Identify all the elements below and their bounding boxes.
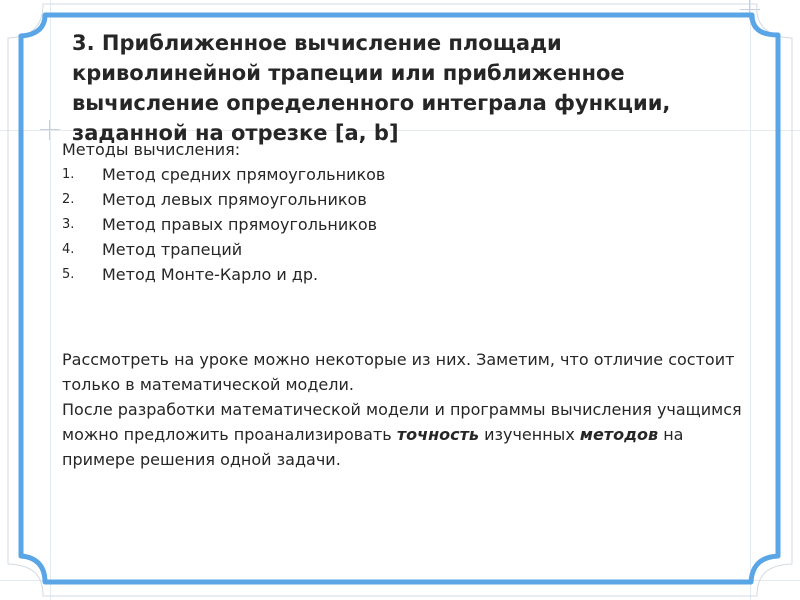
grid-line (50, 0, 51, 600)
methods-list (62, 162, 742, 287)
list-item-label: Метод правых прямоугольников (102, 215, 378, 234)
list-item (62, 237, 742, 262)
paragraph-text: на примере решения одной задачи. (62, 425, 684, 469)
list-item-number: 5. (62, 267, 75, 282)
paragraph-text: После разработки математической модели и программы вычисления учащимся можно предложить проанализировать (62, 400, 742, 444)
paragraph-text: изученных (479, 425, 580, 444)
list-item-label: Метод левых прямоугольников (102, 190, 367, 209)
crosshair-mark (740, 0, 760, 20)
list-item (62, 212, 742, 237)
list-item (62, 187, 742, 212)
paragraph (62, 397, 742, 472)
list-item-number: 4. (62, 242, 75, 257)
list-item (62, 162, 742, 187)
crosshair-mark (40, 120, 60, 140)
list-item (62, 262, 742, 287)
body-text (62, 347, 742, 472)
list-item-label: Метод Монте-Карло и др. (102, 265, 319, 284)
grid-line (0, 580, 800, 581)
emphasis-text: точность (396, 425, 479, 444)
list-item-number: 1. (62, 167, 75, 182)
methods-heading: Методы вычисления: (62, 140, 241, 159)
page-title: 3. Приближенное вычисление площади криволинейной трапеции или приближенное вычисление определенного интеграла функции, заданной на отрезке [a, b] (72, 31, 671, 145)
list-item-number: 3. (62, 217, 75, 232)
methods-section (62, 137, 742, 287)
emphasis-text: методов (579, 425, 659, 444)
paragraph: Рассмотреть на уроке можно некоторые из них. Заметим, что отличие состоит только в математической модели. (62, 350, 735, 394)
list-item-label: Метод средних прямоугольников (102, 165, 386, 184)
list-item-number: 2. (62, 192, 75, 207)
list-item-label: Метод трапеций (102, 240, 243, 259)
